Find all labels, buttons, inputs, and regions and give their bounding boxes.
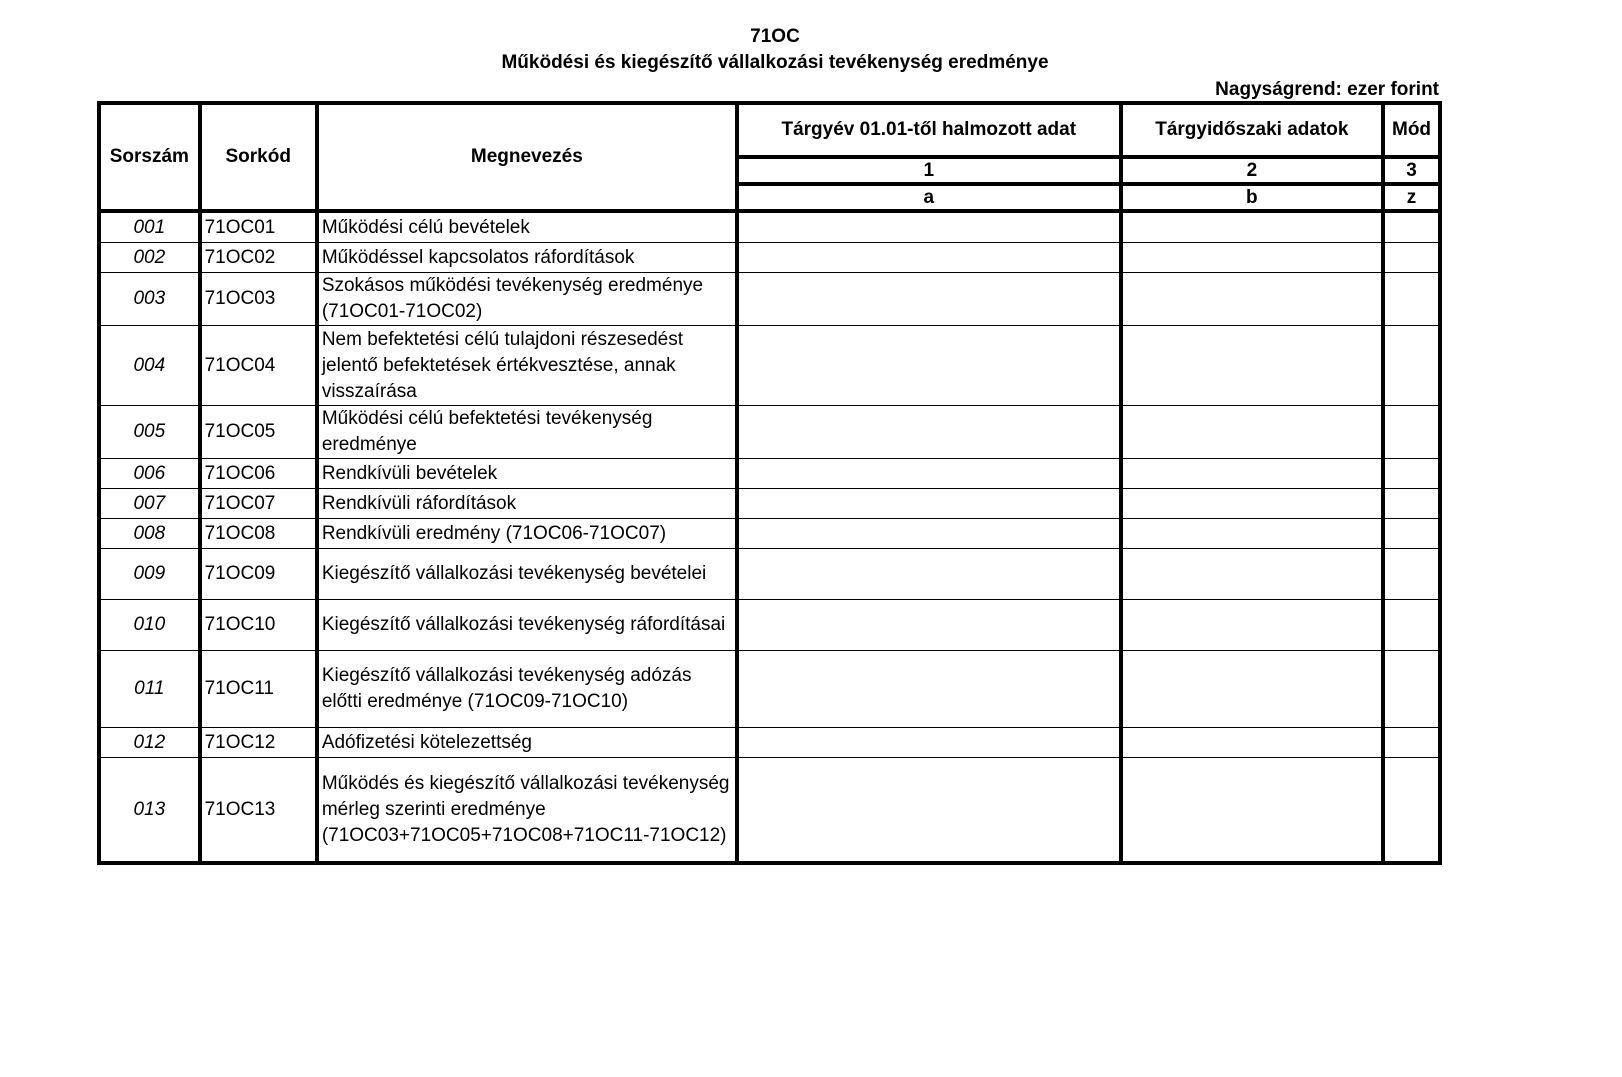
row-value-a[interactable] [739,519,1123,549]
row-sorkod: 71OC07 [202,489,319,519]
row-megnevezes: Rendkívüli ráfordítások [319,489,739,519]
row-value-z[interactable] [1385,243,1438,273]
row-megnevezes: Működés és kiegészítő vállalkozási tevékenység mérleg szerinti eredménye (71OC03+71OC05+71OC08+71OC11-71OC12) [319,758,739,861]
row-value-a[interactable] [739,213,1123,243]
row-sorszam: 004 [101,326,202,406]
row-sorszam: 006 [101,459,202,489]
row-value-b[interactable] [1123,519,1385,549]
row-value-a[interactable] [739,549,1123,600]
row-value-b[interactable] [1123,406,1385,459]
col-header-megnevezes: Megnevezés [319,105,739,213]
row-sorszam: 011 [101,651,202,728]
col-letter-a: a [739,186,1123,213]
row-sorkod: 71OC01 [202,213,319,243]
col-header-col1: Tárgyév 01.01-től halmozott adat [739,105,1123,159]
col-header-col3: Mód [1385,105,1438,159]
row-value-b[interactable] [1123,549,1385,600]
row-value-z[interactable] [1385,489,1438,519]
table-row [101,489,1438,519]
row-sorszam: 005 [101,406,202,459]
row-value-z[interactable] [1385,549,1438,600]
row-value-b[interactable] [1123,728,1385,758]
table-row [101,758,1438,861]
row-sorkod: 71OC03 [202,273,319,326]
row-value-a[interactable] [739,459,1123,489]
row-value-a[interactable] [739,406,1123,459]
row-value-z[interactable] [1385,519,1438,549]
table-row [101,326,1438,406]
row-sorszam: 009 [101,549,202,600]
row-value-b[interactable] [1123,326,1385,406]
row-value-a[interactable] [739,326,1123,406]
row-sorszam: 007 [101,489,202,519]
row-megnevezes: Kiegészítő vállalkozási tevékenység bevételei [319,549,739,600]
row-sorszam: 008 [101,519,202,549]
row-value-z[interactable] [1385,326,1438,406]
table-row [101,519,1438,549]
report-table [97,101,1442,865]
row-megnevezes: Működési célú bevételek [319,213,739,243]
row-sorszam: 003 [101,273,202,326]
table-row [101,600,1438,651]
col-number-1: 1 [739,159,1123,186]
row-megnevezes: Működési célú befektetési tevékenység eredménye [319,406,739,459]
col-header-sorszam: Sorszám [101,105,202,213]
col-letter-z: z [1385,186,1438,213]
row-megnevezes: Rendkívüli eredmény (71OC06-71OC07) [319,519,739,549]
row-value-z[interactable] [1385,406,1438,459]
row-value-z[interactable] [1385,213,1438,243]
row-megnevezes: Működéssel kapcsolatos ráfordítások [319,243,739,273]
row-value-z[interactable] [1385,273,1438,326]
table-row [101,406,1438,459]
row-sorkod: 71OC06 [202,459,319,489]
row-megnevezes: Nem befektetési célú tulajdoni részesedést jelentő befektetések értékvesztése, annak visszaírása [319,326,739,406]
row-sorkod: 71OC05 [202,406,319,459]
row-value-z[interactable] [1385,728,1438,758]
col-number-2: 2 [1123,159,1385,186]
row-sorkod: 71OC02 [202,243,319,273]
row-sorkod: 71OC09 [202,549,319,600]
row-megnevezes: Szokásos működési tevékenység eredménye (71OC01-71OC02) [319,273,739,326]
col-header-sorkod: Sorkód [202,105,319,213]
table-row [101,549,1438,600]
table-body [101,213,1438,861]
row-megnevezes: Rendkívüli bevételek [319,459,739,489]
row-value-a[interactable] [739,489,1123,519]
col-letter-b: b [1123,186,1385,213]
row-sorkod: 71OC12 [202,728,319,758]
col-number-3: 3 [1385,159,1438,186]
row-value-b[interactable] [1123,273,1385,326]
row-value-z[interactable] [1385,758,1438,861]
row-value-a[interactable] [739,758,1123,861]
row-value-b[interactable] [1123,459,1385,489]
table-row [101,728,1438,758]
row-value-b[interactable] [1123,758,1385,861]
unit-note: Nagyságrend: ezer forint [1215,79,1439,100]
row-value-a[interactable] [739,273,1123,326]
row-megnevezes: Kiegészítő vállalkozási tevékenység adózás előtti eredménye (71OC09-71OC10) [319,651,739,728]
table-row [101,651,1438,728]
row-value-a[interactable] [739,600,1123,651]
row-sorkod: 71OC04 [202,326,319,406]
form-code: 71OC [750,26,800,47]
table-row [101,459,1438,489]
row-sorkod: 71OC11 [202,651,319,728]
row-value-a[interactable] [739,728,1123,758]
row-value-z[interactable] [1385,459,1438,489]
row-value-b[interactable] [1123,213,1385,243]
table-row [101,213,1438,243]
row-value-z[interactable] [1385,600,1438,651]
row-value-b[interactable] [1123,651,1385,728]
row-value-b[interactable] [1123,243,1385,273]
row-sorszam: 002 [101,243,202,273]
row-sorkod: 71OC13 [202,758,319,861]
table-row [101,243,1438,273]
row-megnevezes: Adófizetési kötelezettség [319,728,739,758]
row-sorszam: 001 [101,213,202,243]
row-value-z[interactable] [1385,651,1438,728]
col-header-col2: Tárgyidőszaki adatok [1123,105,1385,159]
row-sorszam: 013 [101,758,202,861]
row-sorkod: 71OC08 [202,519,319,549]
row-megnevezes: Kiegészítő vállalkozási tevékenység ráfordításai [319,600,739,651]
row-value-b[interactable] [1123,489,1385,519]
page-title: Működési és kiegészítő vállalkozási tevékenység eredménye [501,52,1049,73]
row-value-b[interactable] [1123,600,1385,651]
row-value-a[interactable] [739,243,1123,273]
row-sorkod: 71OC10 [202,600,319,651]
row-sorszam: 012 [101,728,202,758]
row-value-a[interactable] [739,651,1123,728]
table-row [101,273,1438,326]
row-sorszam: 010 [101,600,202,651]
